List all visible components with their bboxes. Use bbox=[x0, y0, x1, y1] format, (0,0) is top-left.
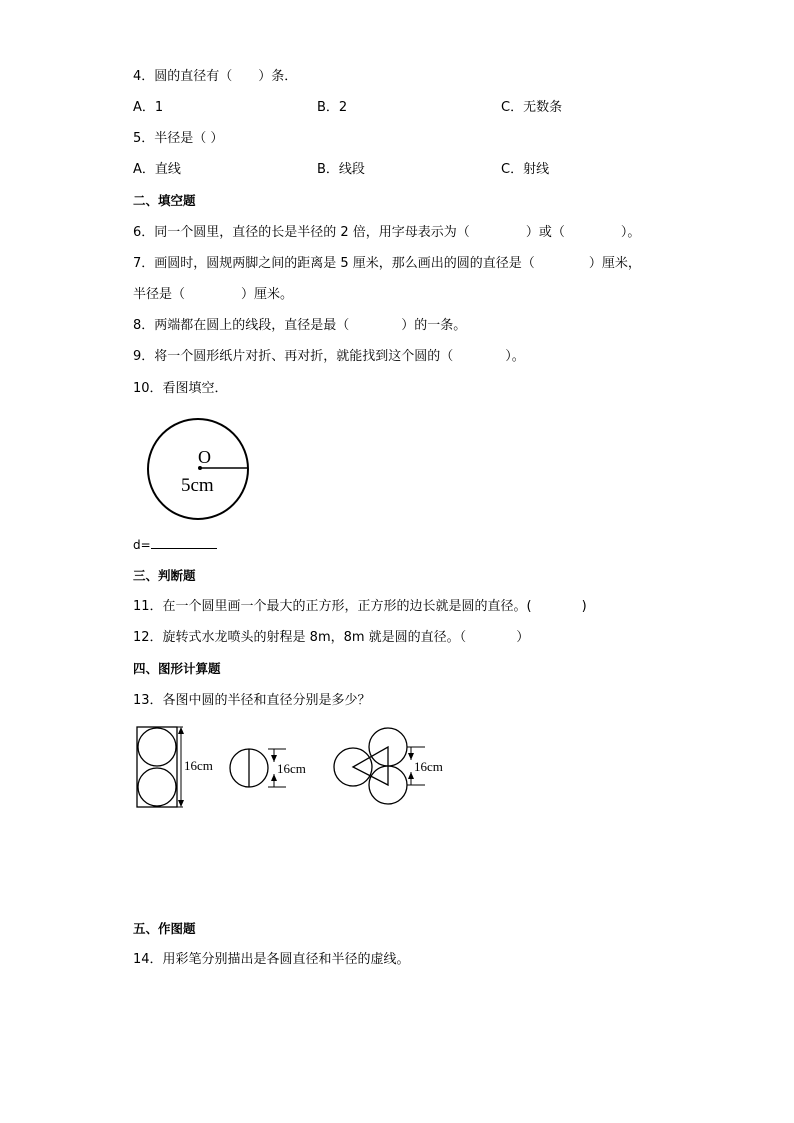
q10-circle-figure bbox=[140, 414, 260, 529]
question-10: 10．看图填空． bbox=[133, 381, 228, 396]
q13-fig1-circle-bottom bbox=[138, 768, 176, 806]
q10-answer bbox=[133, 536, 217, 554]
section-heading-drawing: 五、作图题 bbox=[133, 921, 196, 936]
q10-center-label: O bbox=[198, 447, 211, 467]
q8-text-a: 8．两端都在圆上的线段，直径是最（ bbox=[133, 318, 350, 333]
q5-option-a: A．直线 bbox=[133, 162, 181, 177]
q9-text-a: 9．将一个圆形纸片对折、再对折，就能找到这个圆的（ bbox=[133, 349, 454, 364]
q8-text-b: ）的一条。 bbox=[401, 318, 467, 333]
q13-fig1-label: 16cm bbox=[184, 758, 213, 773]
question-8 bbox=[133, 317, 466, 335]
q6-text-b: ）或（ bbox=[525, 225, 565, 240]
q7-text-line2a: 半径是（ bbox=[133, 287, 186, 302]
question-9 bbox=[133, 348, 525, 366]
q9-text-b: ）。 bbox=[505, 349, 525, 364]
q13-figure-1 bbox=[136, 726, 226, 810]
q10-answer-label: d= bbox=[133, 538, 151, 552]
question-14: 14．用彩笔分别描出是各圆直径和半径的虚线。 bbox=[133, 952, 410, 967]
q4-option-c: C．无数条 bbox=[501, 100, 563, 115]
q7-text-b: ）厘米， bbox=[588, 256, 641, 271]
q5-option-c: C．射线 bbox=[501, 162, 550, 177]
q6-text-c: ）。 bbox=[620, 225, 641, 240]
q12-text-a: 12．旋转式水龙喷头的射程是 8m，8m 就是圆的直径。（ bbox=[133, 630, 467, 645]
section-heading-fill-blank: 二、填空题 bbox=[133, 193, 196, 208]
q4-option-a: A．1 bbox=[133, 100, 164, 115]
section-heading-calc: 四、图形计算题 bbox=[133, 661, 221, 676]
question-11 bbox=[133, 598, 587, 616]
q5-option-b: B．线段 bbox=[317, 162, 365, 177]
q13-figure-2 bbox=[228, 746, 318, 794]
question-7-line-2 bbox=[133, 286, 293, 304]
q6-text-a: 6．同一个圆里，直径的长是半径的 2 倍，用字母表示为（ bbox=[133, 225, 470, 240]
q13-fig1-arrow-down bbox=[178, 800, 184, 807]
q10-answer-blank[interactable] bbox=[151, 536, 217, 549]
q10-radius-label: 5cm bbox=[181, 475, 214, 496]
q4-option-b: B．2 bbox=[317, 100, 348, 115]
question-7 bbox=[133, 255, 641, 273]
q10-circle bbox=[148, 419, 248, 519]
q11-text-b: ) bbox=[581, 599, 587, 614]
question-6 bbox=[133, 224, 640, 242]
question-13: 13．各图中圆的半径和直径分别是多少？ bbox=[133, 693, 371, 708]
q13-figure-3 bbox=[333, 724, 453, 808]
q13-fig2-label: 16cm bbox=[277, 761, 306, 776]
q7-text-a: 7．画圆时，圆规两脚之间的距离是 5 厘米，那么画出的圆的直径是（ bbox=[133, 256, 535, 271]
section-heading-judge: 三、判断题 bbox=[133, 568, 196, 583]
q13-fig1-arrow-up bbox=[178, 727, 184, 734]
question-5: 5．半径是（ ） bbox=[133, 131, 224, 146]
q13-fig3-label: 16cm bbox=[414, 759, 443, 774]
question-12 bbox=[133, 629, 529, 647]
q13-fig1-circle-top bbox=[138, 728, 176, 766]
q11-text-a: 11．在一个圆里画一个最大的正方形，正方形的边长就是圆的直径。( bbox=[133, 599, 532, 614]
q12-text-b: ） bbox=[516, 630, 530, 645]
question-4: 4．圆的直径有（ ）条． bbox=[133, 69, 298, 84]
q7-text-line2b: ）厘米。 bbox=[241, 287, 294, 302]
q13-fig1-rectangle bbox=[137, 727, 177, 807]
